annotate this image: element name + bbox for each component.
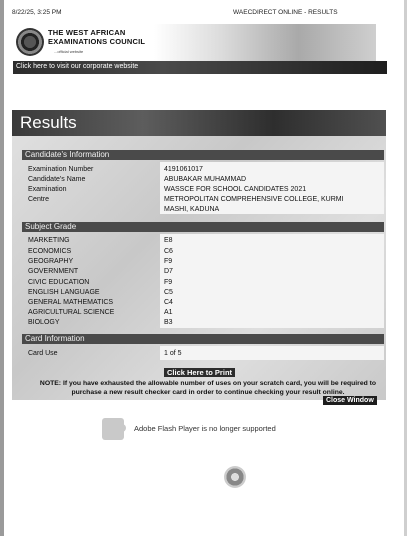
row-label: Examination [28, 186, 67, 193]
row-value: 1 of 5 [164, 350, 182, 357]
subject-label: MARKETING [28, 237, 70, 244]
grade-value: C5 [164, 289, 173, 296]
subject-row [12, 258, 386, 268]
row-label: Candidate's Name [28, 176, 86, 183]
waec-seal-icon [16, 28, 44, 56]
row-label: Centre [28, 196, 50, 203]
subject-row [12, 299, 386, 309]
subject-row [12, 319, 386, 329]
flash-plugin-placeholder [102, 418, 302, 440]
flash-unsupported-message: Adobe Flash Player is no longer supported [134, 424, 276, 433]
grade-value: D7 [164, 268, 173, 275]
row-label: Examination Number [28, 166, 94, 173]
scan-edge-left [0, 0, 4, 536]
grade-value: A1 [164, 309, 173, 316]
print-page-title: WAECDIRECT ONLINE - RESULTS [233, 9, 338, 16]
results-header [12, 110, 386, 136]
print-header [12, 9, 398, 19]
grade-value: B3 [164, 319, 173, 326]
row-value: WASSCE FOR SCHOOL CANDIDATES 2021 [164, 186, 307, 193]
row-value: METROPOLITAN COMPREHENSIVE COLLEGE, KURMI [164, 196, 344, 203]
results-panel [12, 110, 386, 400]
org-subtitle: ...official website [54, 49, 84, 54]
close-window-button[interactable]: Close Window [323, 396, 377, 405]
subject-row [12, 279, 386, 289]
row-value-line2: MASHI, KADUNA [164, 206, 220, 213]
org-name-line1: THE WEST AFRICAN [48, 28, 126, 37]
candidate-row [12, 196, 386, 216]
corporate-bar [13, 61, 387, 74]
card-info-header [22, 334, 384, 344]
grade-value: C6 [164, 248, 173, 255]
subject-label: GOVERNMENT [28, 268, 79, 275]
subject-row [12, 289, 386, 299]
row-value: ABUBAKAR MUHAMMAD [164, 176, 247, 183]
results-title: Results [20, 113, 77, 132]
scratch-card-note: NOTE: If you have exhausted the allowable number of uses on your scratch card, you will be required to purchase a new result checker card in order to continue checking your result online. [39, 380, 377, 396]
candidate-info-header [22, 150, 384, 160]
header-banner-photo [154, 24, 376, 62]
card-row [12, 350, 386, 360]
subject-label: GENERAL MATHEMATICS [28, 299, 114, 306]
row-value: 4191061017 [164, 166, 203, 173]
corporate-website-link[interactable]: Click here to visit our corporate website [16, 63, 139, 70]
subject-label: BIOLOGY [28, 319, 60, 326]
header-logo-area [14, 24, 374, 64]
subject-label: AGRICULTURAL SCIENCE [28, 309, 115, 316]
card-info-title: Card Information [25, 334, 85, 343]
subject-label: GEOGRAPHY [28, 258, 74, 265]
badge-icon [224, 466, 246, 488]
subject-label: ECONOMICS [28, 248, 72, 255]
grade-value: E8 [164, 237, 173, 244]
org-name [48, 28, 145, 46]
row-label: Card Use [28, 350, 58, 357]
print-link[interactable]: Click Here to Print [164, 368, 235, 377]
org-name-line2: EXAMINATIONS COUNCIL [48, 37, 146, 46]
subject-row [12, 268, 386, 278]
candidate-row [12, 186, 386, 196]
candidate-row [12, 166, 386, 176]
puzzle-plugin-icon [102, 418, 124, 440]
grade-value: F9 [164, 258, 173, 265]
candidate-info-title: Candidate's Information [25, 150, 110, 159]
print-datetime: 8/22/25, 3:25 PM [12, 9, 62, 16]
subject-label: ENGLISH LANGUAGE [28, 289, 100, 296]
grade-value: C4 [164, 299, 173, 306]
subject-label: CIVIC EDUCATION [28, 279, 90, 286]
grade-value: F9 [164, 279, 173, 286]
subject-row [12, 248, 386, 258]
subject-row [12, 309, 386, 319]
subject-grade-title: Subject Grade [25, 222, 77, 231]
subject-row [12, 237, 386, 247]
candidate-row [12, 176, 386, 186]
subject-grade-header [22, 222, 384, 232]
